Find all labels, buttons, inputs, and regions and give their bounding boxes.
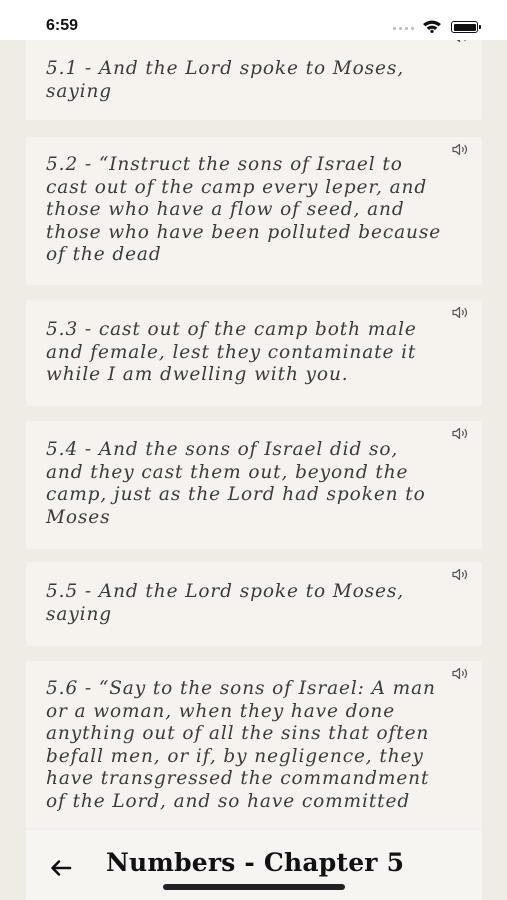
verse-text: 5.2 - “Instruct the sons of Israel to cast out of the camp every leper, and those who have a flow of seed, and those who have been polluted because of the dead <box>46 154 442 265</box>
status-time: 6:59 <box>46 17 79 34</box>
home-indicator[interactable] <box>163 884 345 890</box>
battery-icon <box>451 21 478 33</box>
verse-text: 5.5 - And the Lord spoke to Moses, saying <box>46 581 405 625</box>
speaker-icon[interactable] <box>452 568 470 581</box>
verse-text: 5.3 - cast out of the camp both male and female, lest they contaminate it while I am dwelling with you. <box>46 319 417 385</box>
verse-text: 5.4 - And the sons of Israel did so, and they cast them out, beyond the camp, just as the Lord had spoken to Moses <box>46 439 426 528</box>
verse-text: 5.1 - And the Lord spoke to Moses, saying <box>46 58 405 102</box>
speaker-icon[interactable] <box>452 306 470 319</box>
verse-text: 5.6 - “Say to the sons of Israel: A man or a woman, when they have done anything out of all the sins that often befall men, or if, by negligence, they have transgressed the commandment of the Lord, and so have committed <box>46 678 436 812</box>
verse-card[interactable] <box>26 562 482 646</box>
signal-dots-icon <box>393 27 414 30</box>
verse-card[interactable] <box>26 661 482 830</box>
status-bar <box>0 0 507 40</box>
wifi-icon <box>422 19 442 33</box>
verse-card[interactable] <box>26 300 482 406</box>
back-arrow-icon[interactable] <box>50 859 72 877</box>
chapter-title: Numbers - Chapter 5 <box>106 848 405 877</box>
verse-card[interactable] <box>26 137 482 285</box>
verse-card[interactable] <box>26 421 482 549</box>
